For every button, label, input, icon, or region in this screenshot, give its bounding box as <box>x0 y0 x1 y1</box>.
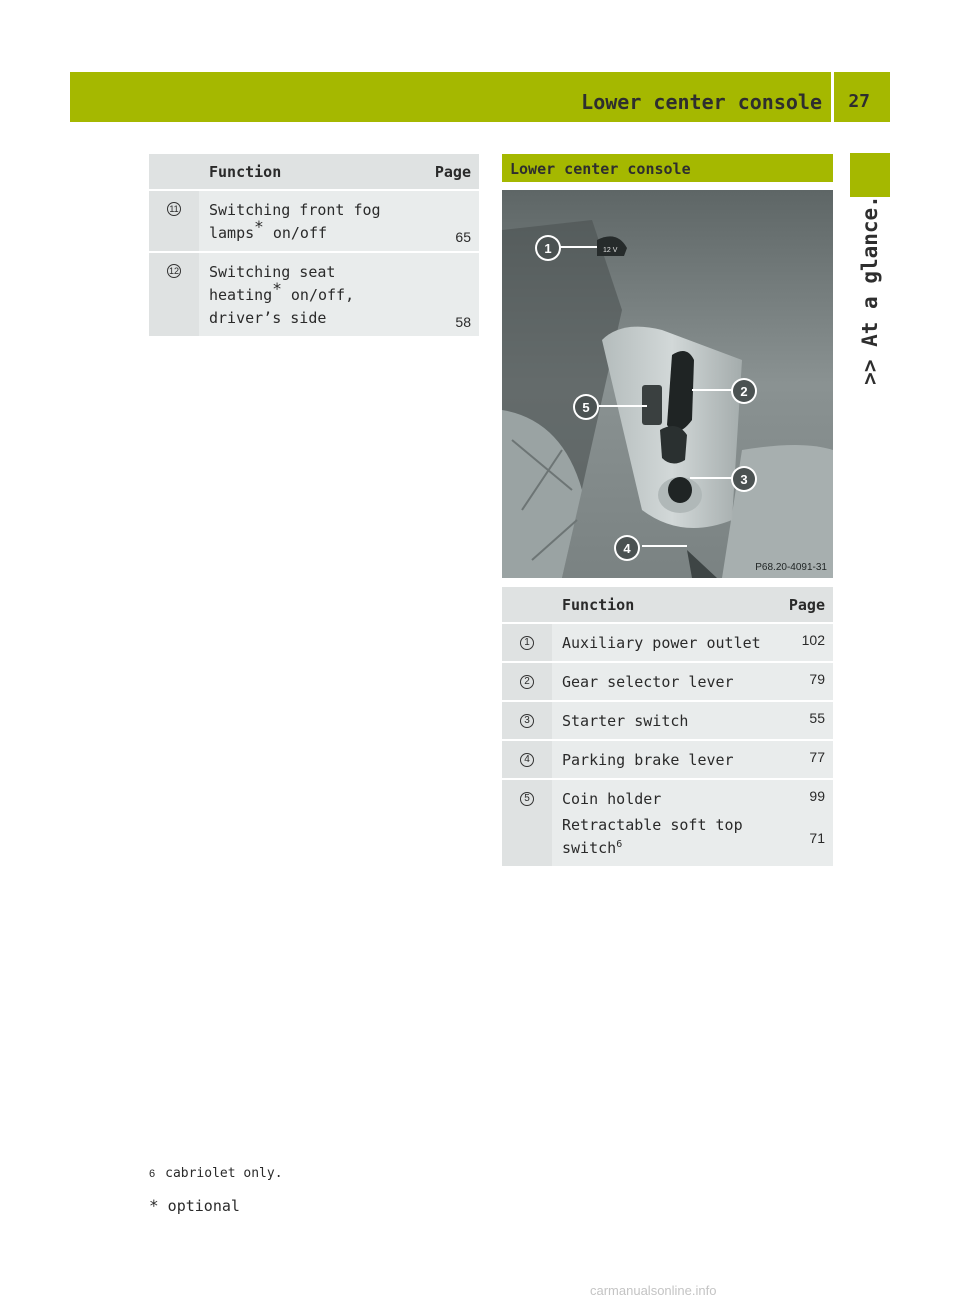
callout-3 <box>731 466 757 492</box>
item-number: 12 <box>168 266 179 276</box>
callout-5 <box>573 394 599 420</box>
side-tab-label: >> At a glance. <box>858 195 882 385</box>
num-header <box>502 587 552 623</box>
svg-text:1: 1 <box>544 241 552 256</box>
svg-text:4: 4 <box>623 541 631 556</box>
outlet-label: 12 V <box>603 247 618 254</box>
function-cell: Starter switch <box>552 701 771 740</box>
section-heading: Lower center console <box>502 154 833 182</box>
item-number: 5 <box>520 792 534 806</box>
svg-text:2: 2 <box>740 384 748 399</box>
item-number: 11 <box>167 202 181 216</box>
function-header: Function <box>199 154 417 190</box>
header-title: Lower center console <box>581 90 822 114</box>
page-ref[interactable]: 99 71 <box>771 779 833 866</box>
page-ref[interactable]: 77 <box>771 740 833 779</box>
table-row <box>502 740 833 779</box>
page-ref[interactable]: 65 <box>417 190 479 252</box>
table-row <box>502 662 833 701</box>
page-ref[interactable]: 79 <box>771 662 833 701</box>
photo-code: P68.20-4091-31 <box>755 562 827 573</box>
table-row <box>502 623 833 662</box>
page-header <box>70 72 890 122</box>
function-cell: Switching front fog lamps* on/off <box>199 190 417 252</box>
function-cell: Gear selector lever <box>552 662 771 701</box>
item-number: 1 <box>520 636 534 650</box>
function-table-right <box>502 587 833 866</box>
callout-2 <box>731 378 757 404</box>
function-cell: Coin holder Retractable soft top switch$^6$ <box>552 779 771 866</box>
footnote: 6 cabriolet only. <box>149 1166 283 1181</box>
item-number: 3 <box>520 714 534 728</box>
function-header: Function <box>552 587 771 623</box>
page-header-cell: Page <box>417 154 479 190</box>
console-photo <box>502 190 833 578</box>
page-header-cell: Page <box>771 587 833 623</box>
table-row <box>502 701 833 740</box>
function-cell: Auxiliary power outlet <box>552 623 771 662</box>
table-row <box>149 252 479 336</box>
page-ref[interactable]: 58 <box>417 252 479 336</box>
optional-note: * optional <box>149 1196 240 1215</box>
page-ref[interactable]: 55 <box>771 701 833 740</box>
item-number: 2 <box>520 675 534 689</box>
table-row <box>502 779 833 866</box>
page-ref[interactable]: 102 <box>771 623 833 662</box>
header-divider <box>831 72 834 122</box>
num-header <box>149 154 199 190</box>
callout-4 <box>614 535 640 561</box>
item-number: 4 <box>520 753 534 767</box>
function-table-left <box>149 154 479 336</box>
svg-text:5: 5 <box>582 400 590 415</box>
page-number: 27 <box>848 91 870 112</box>
watermark: carmanualsonline.info <box>590 1283 717 1298</box>
side-tab-marker <box>850 153 890 197</box>
function-cell: Switching seat heating* on/off, driver’s side <box>199 252 417 336</box>
svg-text:3: 3 <box>740 472 748 487</box>
callout-1 <box>535 235 561 261</box>
function-cell: Parking brake lever <box>552 740 771 779</box>
table-row <box>149 190 479 252</box>
